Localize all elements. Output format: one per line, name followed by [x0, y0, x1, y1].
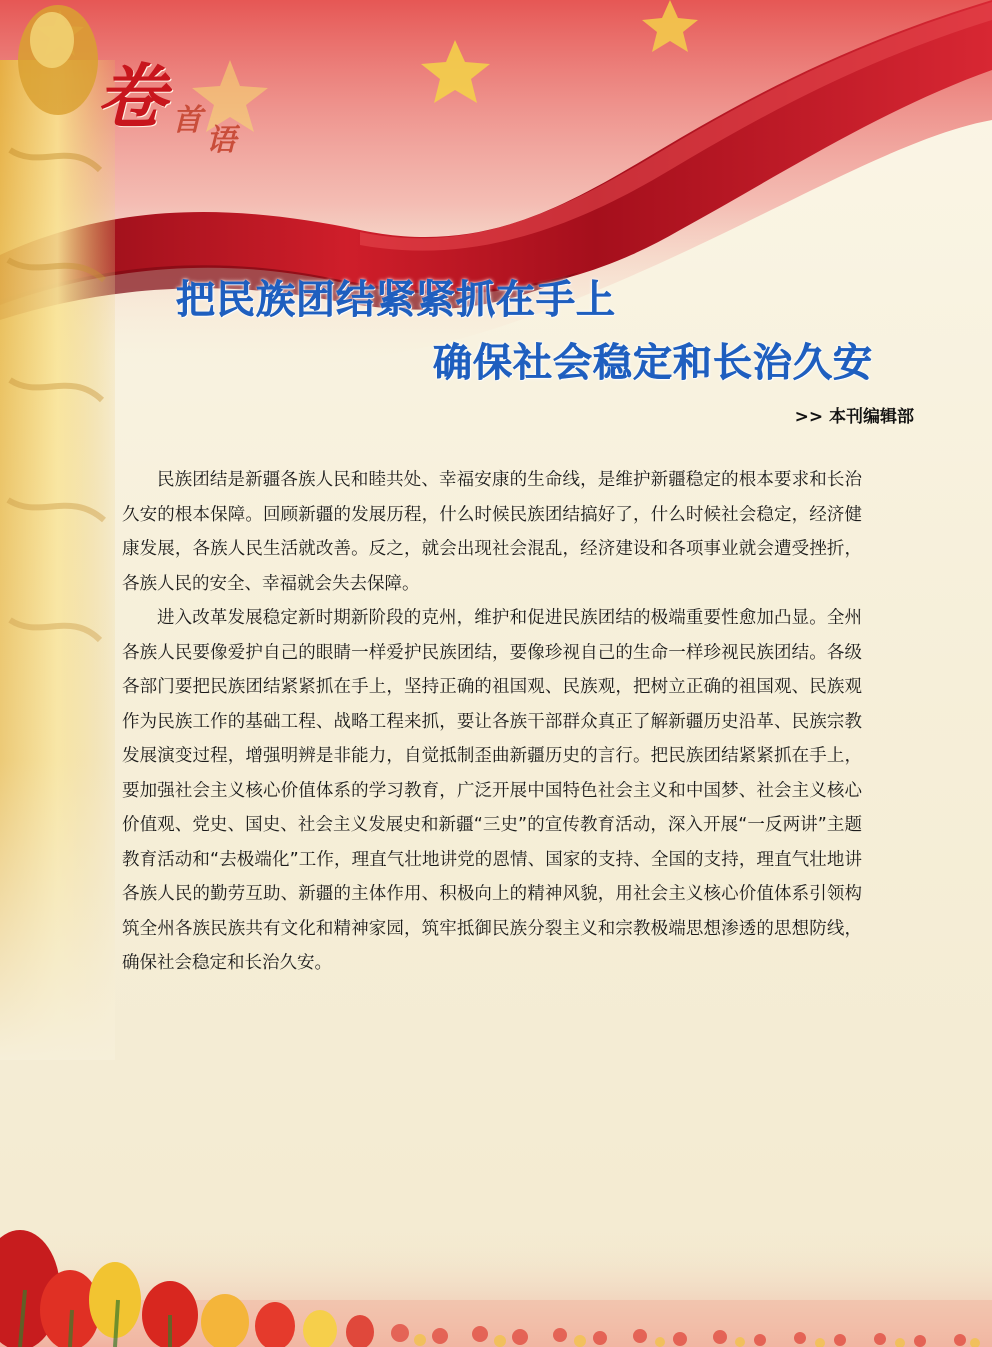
paragraph: 民族团结是新疆各族人民和睦共处、幸福安康的生命线，是维护新疆稳定的根本要求和长治久安的根本保障。回顾新疆的发展历程，什么时候民族团结搞好了，什么时候社会稳定，经济健康发展，各族人民生活就改善。反之，就会出现社会混乱，经济建设和各项事业就会遭受挫折，各族人民的安全、幸福就会失去保障。	[122, 470, 862, 594]
column-char-yu: 语	[206, 123, 236, 158]
article-title-line2: 确保社会稳定和长治久安	[433, 341, 874, 386]
byline: >> 本刊编辑部	[794, 407, 914, 427]
huabiao-pillar	[0, 5, 115, 1060]
flower-field	[0, 1230, 992, 1347]
column-char-juan: 卷	[96, 55, 166, 138]
article-title-line1: 把民族团结紧紧抓在手上	[176, 278, 617, 323]
column-char-shou: 首	[172, 103, 202, 138]
article-body	[122, 463, 862, 981]
paragraph: 进入改革发展稳定新时期新阶段的克州，维护和促进民族团结的极端重要性愈加凸显。全州各族人民要像爱护自己的眼睛一样爱护民族团结，要像珍视自己的生命一样珍视民族团结。各级各部门要把民族团结紧紧抓在手上，坚持正确的祖国观、民族观，把树立正确的祖国观、民族观作为民族工作的基础工程、战略工程来抓，要让各族干部群众真正了解新疆历史沿革、民族宗教发展演变过程，增强明辨是非能力，自觉抵制歪曲新疆历史的言行。把民族团结紧紧抓在手上，要加强社会主义核心价值体系的学习教育，广泛开展中国特色社会主义和中国梦、社会主义核心价值观、党史、国史、社会主义发展史和新疆“三史”的宣传教育活动，深入开展“一反两讲”主题教育活动和“去极端化”工作，理直气壮地讲党的恩情、国家的支持、全国的支持，理直气壮地讲各族人民的勤劳互助、新疆的主体作用、积极向上的精神风貌，用社会主义核心价值体系引领构筑全州各族民族共有文化和精神家园，筑牢抵御民族分裂主义和宗教极端思想渗透的思想防线，确保社会稳定和长治久安。	[122, 608, 862, 973]
